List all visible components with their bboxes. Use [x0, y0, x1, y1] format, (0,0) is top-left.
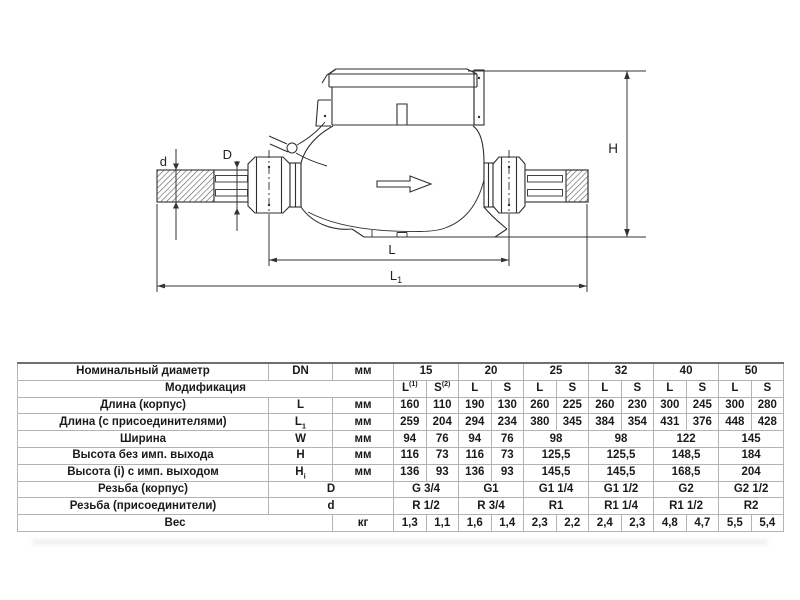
- value-cell: 354: [621, 414, 654, 431]
- column-header: 50: [719, 363, 784, 380]
- row-label: Высота без имп. выхода: [18, 447, 269, 464]
- value-cell: 190: [459, 397, 492, 414]
- value-cell: 225: [556, 397, 589, 414]
- value-cell: мм: [333, 414, 394, 431]
- value-cell: 136: [459, 464, 492, 481]
- value-cell: 148,5: [654, 447, 719, 464]
- value-cell: 230: [621, 397, 654, 414]
- value-cell: 98: [524, 431, 589, 448]
- row-label: Длина (с присоединителями): [18, 414, 269, 431]
- dim-label-H: H: [608, 141, 618, 156]
- column-header: 20: [459, 363, 524, 380]
- value-cell: 280: [751, 397, 784, 414]
- value-cell: 145: [719, 431, 784, 448]
- value-cell: L: [269, 397, 333, 414]
- row-label: Номинальный диаметр: [18, 363, 269, 380]
- value-cell: R1 1/2: [654, 498, 719, 515]
- table-row: [18, 380, 784, 397]
- row-label: Длина (корпус): [18, 397, 269, 414]
- value-cell: 2,3: [524, 515, 557, 532]
- value-cell: 204: [719, 464, 784, 481]
- column-header: L: [654, 380, 687, 397]
- value-cell: мм: [333, 431, 394, 448]
- table-row: [18, 431, 784, 448]
- value-cell: 2,4: [589, 515, 622, 532]
- value-cell: G2 1/2: [719, 481, 784, 498]
- value-cell: 300: [654, 397, 687, 414]
- value-cell: 5,5: [719, 515, 752, 532]
- value-cell: 428: [751, 414, 784, 431]
- column-header: 32: [589, 363, 654, 380]
- value-cell: 125,5: [524, 447, 589, 464]
- value-cell: 376: [686, 414, 719, 431]
- value-cell: 1,1: [426, 515, 459, 532]
- column-header: 40: [654, 363, 719, 380]
- column-header: DN: [269, 363, 333, 380]
- value-cell: 73: [491, 447, 524, 464]
- value-cell: W: [269, 431, 333, 448]
- value-cell: кг: [333, 515, 394, 532]
- value-cell: 145,5: [524, 464, 589, 481]
- value-cell: 4,7: [686, 515, 719, 532]
- row-label: Резьба (корпус): [18, 481, 269, 498]
- value-cell: 73: [426, 447, 459, 464]
- table-row: [18, 363, 784, 380]
- table-row: [18, 414, 784, 431]
- value-cell: 431: [654, 414, 687, 431]
- value-cell: 260: [589, 397, 622, 414]
- row-label: Высота (i) с имп. выходом: [18, 464, 269, 481]
- table-row: [18, 397, 784, 414]
- value-cell: 94: [459, 431, 492, 448]
- value-cell: G1: [459, 481, 524, 498]
- value-cell: R1: [524, 498, 589, 515]
- column-header: 15: [394, 363, 459, 380]
- value-cell: 1,4: [491, 515, 524, 532]
- column-header: L: [719, 380, 752, 397]
- dimension-L: [269, 216, 509, 266]
- dim-label-L: L: [388, 242, 396, 257]
- value-cell: G1 1/4: [524, 481, 589, 498]
- row-label: Резьба (присоединители): [18, 498, 269, 515]
- table-row: [18, 447, 784, 464]
- dimension-L1: [157, 204, 587, 292]
- column-header: L: [589, 380, 622, 397]
- value-cell: 93: [426, 464, 459, 481]
- value-cell: $L_1$: [269, 414, 333, 431]
- value-cell: мм: [333, 397, 394, 414]
- value-cell: 2,3: [621, 515, 654, 532]
- value-cell: 145,5: [589, 464, 654, 481]
- value-cell: 110: [426, 397, 459, 414]
- value-cell: 5,4: [751, 515, 784, 532]
- value-cell: 204: [426, 414, 459, 431]
- value-cell: 168,5: [654, 464, 719, 481]
- left-union-nut: [248, 150, 301, 220]
- table-row: [18, 498, 784, 515]
- column-header: $S^{(2)}$: [426, 380, 459, 397]
- value-cell: 4,8: [654, 515, 687, 532]
- row-label: Модификация: [18, 380, 394, 397]
- table-row: [18, 515, 784, 532]
- value-cell: 345: [556, 414, 589, 431]
- spec-table: [17, 362, 784, 532]
- flow-direction-arrow: [377, 176, 431, 192]
- value-cell: 130: [491, 397, 524, 414]
- value-cell: D: [269, 481, 394, 498]
- value-cell: R2: [719, 498, 784, 515]
- value-cell: 245: [686, 397, 719, 414]
- row-label: Вес: [18, 515, 333, 532]
- table-row: [18, 481, 784, 498]
- value-cell: 448: [719, 414, 752, 431]
- value-cell: 300: [719, 397, 752, 414]
- value-cell: G 3/4: [394, 481, 459, 498]
- spec-table-body: [18, 363, 784, 531]
- value-cell: 259: [394, 414, 427, 431]
- column-header: 25: [524, 363, 589, 380]
- value-cell: H: [269, 447, 333, 464]
- value-cell: 234: [491, 414, 524, 431]
- value-cell: 184: [719, 447, 784, 464]
- dim-label-d: d: [159, 154, 167, 169]
- value-cell: мм: [333, 447, 394, 464]
- value-cell: 260: [524, 397, 557, 414]
- column-header: L: [524, 380, 557, 397]
- column-header: S: [621, 380, 654, 397]
- column-header: S: [686, 380, 719, 397]
- value-cell: 136: [394, 464, 427, 481]
- row-label: Ширина: [18, 431, 269, 448]
- value-cell: мм: [333, 464, 394, 481]
- value-cell: R1 1/4: [589, 498, 654, 515]
- value-cell: 116: [394, 447, 427, 464]
- value-cell: R 1/2: [394, 498, 459, 515]
- value-cell: 384: [589, 414, 622, 431]
- dim-label-L1: $L_1$: [389, 268, 403, 285]
- dim-label-D: D: [222, 147, 232, 162]
- column-header: мм: [333, 363, 394, 380]
- value-cell: R 3/4: [459, 498, 524, 515]
- value-cell: 2,2: [556, 515, 589, 532]
- value-cell: 380: [524, 414, 557, 431]
- value-cell: 1,6: [459, 515, 492, 532]
- page-shadow-artifact: [32, 540, 768, 544]
- left-pipe-connector: [157, 170, 248, 202]
- value-cell: 294: [459, 414, 492, 431]
- column-header: S: [491, 380, 524, 397]
- column-header: S: [751, 380, 784, 397]
- value-cell: 93: [491, 464, 524, 481]
- right-pipe-connector: [525, 170, 588, 202]
- value-cell: d: [269, 498, 394, 515]
- right-union-nut: [484, 150, 525, 220]
- value-cell: $H_i$: [269, 464, 333, 481]
- value-cell: G1 1/2: [589, 481, 654, 498]
- column-header: $L^{(1)}$: [394, 380, 427, 397]
- value-cell: 76: [491, 431, 524, 448]
- value-cell: 94: [394, 431, 427, 448]
- value-cell: 1,3: [394, 515, 427, 532]
- value-cell: 116: [459, 447, 492, 464]
- value-cell: 125,5: [589, 447, 654, 464]
- value-cell: 76: [426, 431, 459, 448]
- column-header: L: [459, 380, 492, 397]
- register-head: [316, 69, 484, 126]
- value-cell: 98: [589, 431, 654, 448]
- column-header: S: [556, 380, 589, 397]
- value-cell: 160: [394, 397, 427, 414]
- value-cell: G2: [654, 481, 719, 498]
- value-cell: 122: [654, 431, 719, 448]
- table-row: [18, 464, 784, 481]
